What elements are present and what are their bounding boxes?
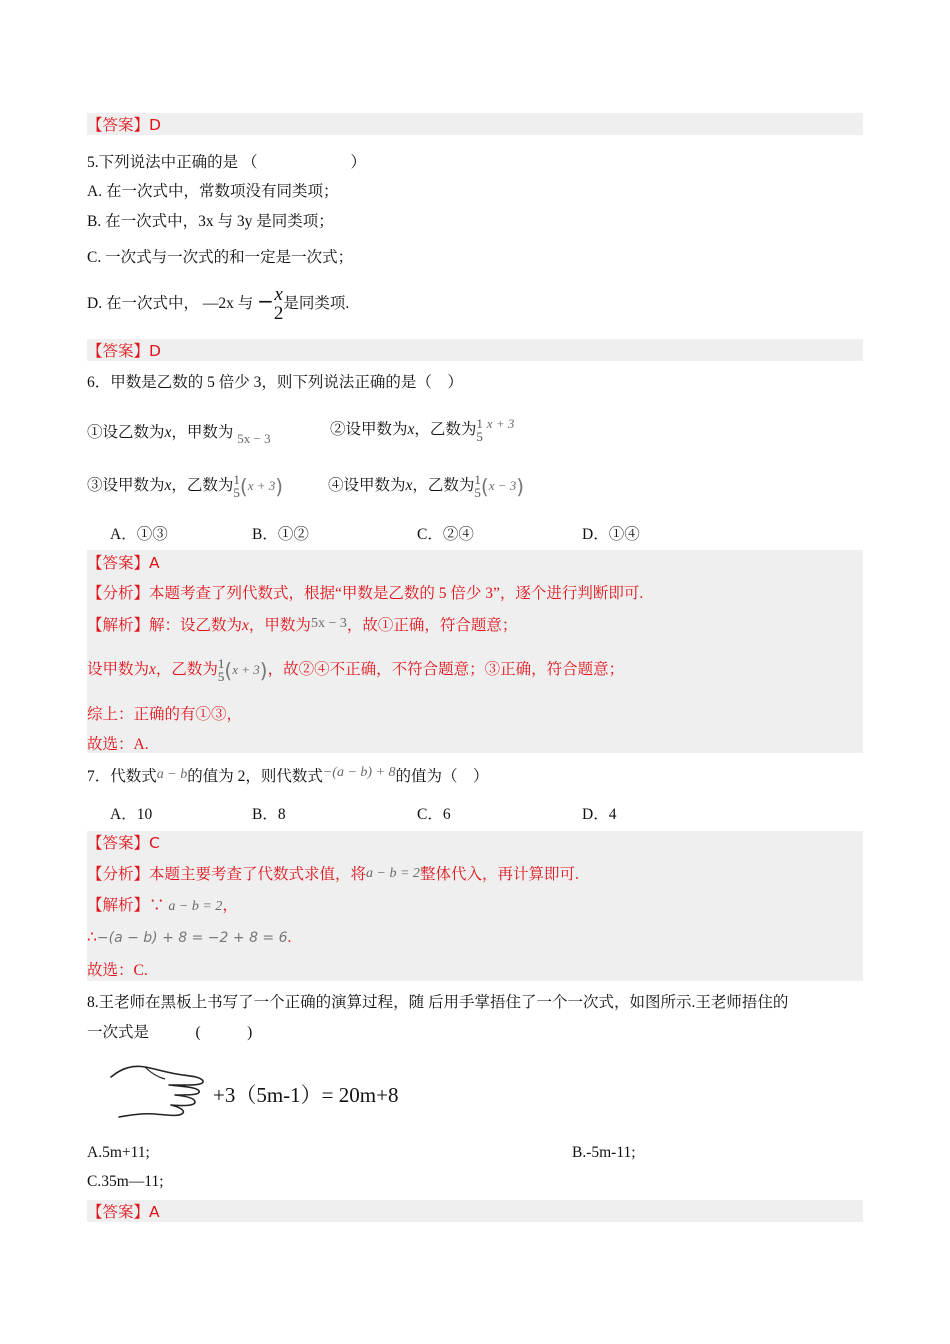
variable: x [407, 421, 415, 438]
solution-label: 【解析】 [87, 897, 150, 914]
solution-expr: x + 3 [232, 662, 260, 677]
solution-text: ，故②④不正确，不符合题意；③正确，符合题意； [267, 661, 625, 678]
fraction-numerator: 1 [217, 656, 225, 672]
answer-value: A [149, 554, 160, 572]
analysis-q7 [87, 865, 579, 886]
q5-stem: 5.下列说法中正确的是 （ ） [87, 154, 367, 171]
fraction-numerator: 1 [476, 416, 483, 432]
therefore-symbol: ∴ [87, 929, 97, 946]
analysis-label: 【分析】 [87, 585, 150, 602]
variable: x [164, 424, 172, 441]
analysis-text: 本题主要考查了代数式求值，将 [149, 866, 367, 883]
fraction-numerator: 1 [233, 472, 240, 488]
q6-choice-d: D．①④ [582, 526, 640, 543]
calc-end: . [287, 929, 292, 946]
q8-option-b: B.-5m-11; [572, 1144, 636, 1161]
solution-q6-line2: 设甲数为x，乙数为 1 5 (x + 3)，故②④不正确，不符合题意；③正确，符合题意； [87, 656, 625, 685]
option-mid: ，乙数为 [414, 421, 477, 438]
analysis-text: 整体代入，再计算即可. [419, 866, 579, 883]
solution-comma: ， [222, 897, 238, 914]
fraction-numerator: x [274, 284, 283, 306]
answer-value: D [149, 342, 161, 360]
analysis-text: 本题考查了列代数式，根据“甲数是乙数的 5 倍少 3”，逐个进行判断即可. [149, 585, 644, 602]
option-mid: ，乙数为 [412, 477, 475, 494]
solution-text: ，故①正确，符合题意； [346, 617, 518, 634]
answer-band-q8 [87, 1200, 863, 1222]
option-mid: ，甲数为 [171, 424, 234, 441]
variable: x [405, 477, 413, 494]
q7-choice-d: D．4 [582, 806, 617, 823]
q6-option-4: ④设甲数为x，乙数为 1 5 (x − 3) [328, 472, 525, 501]
answer-label: 【答案】 [87, 117, 150, 134]
fraction-denominator: 5 [233, 485, 240, 501]
answer-value: C [149, 834, 160, 852]
variable: x [149, 661, 156, 678]
solution-expr: a − b = 2 [168, 899, 223, 914]
q6-choice-c: C．②④ [417, 526, 474, 543]
fraction-denominator: 5 [474, 485, 481, 501]
q7-stem [87, 767, 489, 788]
q6-option-3: ③设甲数为x，乙数为 1 5 (x + 3) [87, 472, 284, 501]
q8-figure [105, 1055, 425, 1127]
fraction-denominator: 5 [217, 669, 225, 685]
analysis-label: 【分析】 [87, 866, 150, 883]
q8-stem: 8.王老师在黑板上书写了一个正确的演算过程，随 后用手掌捂住了一个一次式，如图所示.王老师捂住的 [87, 994, 789, 1011]
analysis-q6 [87, 584, 643, 604]
q8-option-c: C.35m—11; [87, 1173, 164, 1190]
fraction-denominator: 2 [273, 303, 284, 325]
answer-band-q4 [87, 113, 863, 135]
q5-option-c: C. 一次式与一次式的和一定是一次式； [87, 249, 354, 266]
analysis-expr: a − b = 2 [366, 866, 420, 881]
answer-label: 【答案】 [87, 555, 150, 572]
q5-option-a: A. 在一次式中，常数项没有同类项； [87, 183, 339, 200]
choose-q7: 故选：C. [87, 962, 148, 979]
q7-choice-b: B．8 [252, 806, 286, 823]
answer-q8 [87, 1202, 160, 1223]
q8-stem-2: 一次式是 ( ) [87, 1024, 253, 1041]
q6-option-2 [330, 412, 514, 448]
choose-q6: 故选：A. [87, 736, 149, 753]
option-expr: x + 3 [247, 478, 276, 493]
answer-label: 【答案】 [87, 1204, 150, 1221]
q7-expr: −(a − b) + 8 [322, 765, 396, 780]
fraction [476, 417, 483, 443]
q6-option-1 [87, 416, 271, 450]
calc-q7 [87, 928, 291, 948]
summary-q6: 综上：正确的有①③， [87, 706, 243, 723]
option-expr: x + 3 [486, 416, 515, 431]
option-expr: x − 3 [488, 478, 517, 493]
q7-stem-text: 的值为（ ） [395, 768, 489, 785]
figure-equation: +3（5m-1）= 20m+8 [213, 1083, 399, 1107]
q5-option-b: B. 在一次式中，3x 与 3y 是同类项； [87, 213, 334, 230]
answer-q4 [87, 115, 161, 136]
q7-choice-c: C．6 [417, 806, 451, 823]
option-prefix: ②设甲数为 [330, 421, 408, 438]
q7-expr: a − b [156, 767, 188, 782]
q7-choice-a: A．10 [110, 806, 153, 823]
variable: x [164, 477, 172, 494]
q6-choice-a: A．①③ [110, 526, 168, 543]
q5-d-suffix: 是同类项. [283, 295, 350, 312]
answer-q5 [87, 341, 161, 362]
option-prefix: ③设甲数为 [87, 477, 165, 494]
solution-text: 解：设乙数为 [149, 617, 243, 634]
option-prefix: ①设乙数为 [87, 424, 165, 441]
fraction-denominator: 5 [476, 429, 483, 445]
q5-d-minus: − [257, 289, 274, 313]
solution-expr: 5x − 3 [310, 616, 347, 631]
option-mid: ，乙数为 [171, 477, 234, 494]
option-prefix: ④设甲数为 [328, 477, 406, 494]
answer-value: D [149, 116, 161, 134]
q5-d-prefix: D. 在一次式中， —2x 与 [87, 295, 258, 312]
option-expr: 5x − 3 [237, 431, 271, 446]
q6-choice-b: B．①② [252, 526, 309, 543]
solution-text: ，乙数为 [155, 661, 218, 678]
q7-stem-text: 的值为 2，则代数式 [187, 768, 323, 785]
solution-text: ，甲数为 [248, 617, 311, 634]
answer-q6 [87, 553, 160, 574]
q5-d-fraction [274, 285, 284, 323]
because-symbol: ∵ [149, 897, 165, 914]
calc-expr: −(a − b) + 8 = −2 + 8 = 6 [96, 930, 288, 946]
q8-option-a: A.5m+11; [87, 1144, 150, 1161]
answer-q7 [87, 833, 160, 854]
answer-label: 【答案】 [87, 343, 150, 360]
solution-q6 [87, 614, 517, 638]
hand-icon [105, 1055, 205, 1127]
fraction-numerator: 1 [474, 472, 481, 488]
variable: x [242, 617, 249, 634]
answer-value: A [149, 1203, 160, 1221]
answer-band-q5 [87, 339, 863, 361]
q5-option-d [87, 278, 349, 324]
q6-stem: 6．甲数是乙数的 5 倍少 3，则下列说法正确的是（ ） [87, 374, 463, 391]
solution-label: 【解析】 [87, 617, 150, 634]
answer-label: 【答案】 [87, 835, 150, 852]
solution-text: 设甲数为 [87, 661, 150, 678]
q7-stem-text: 7．代数式 [87, 768, 157, 785]
solution-q7 [87, 896, 238, 917]
